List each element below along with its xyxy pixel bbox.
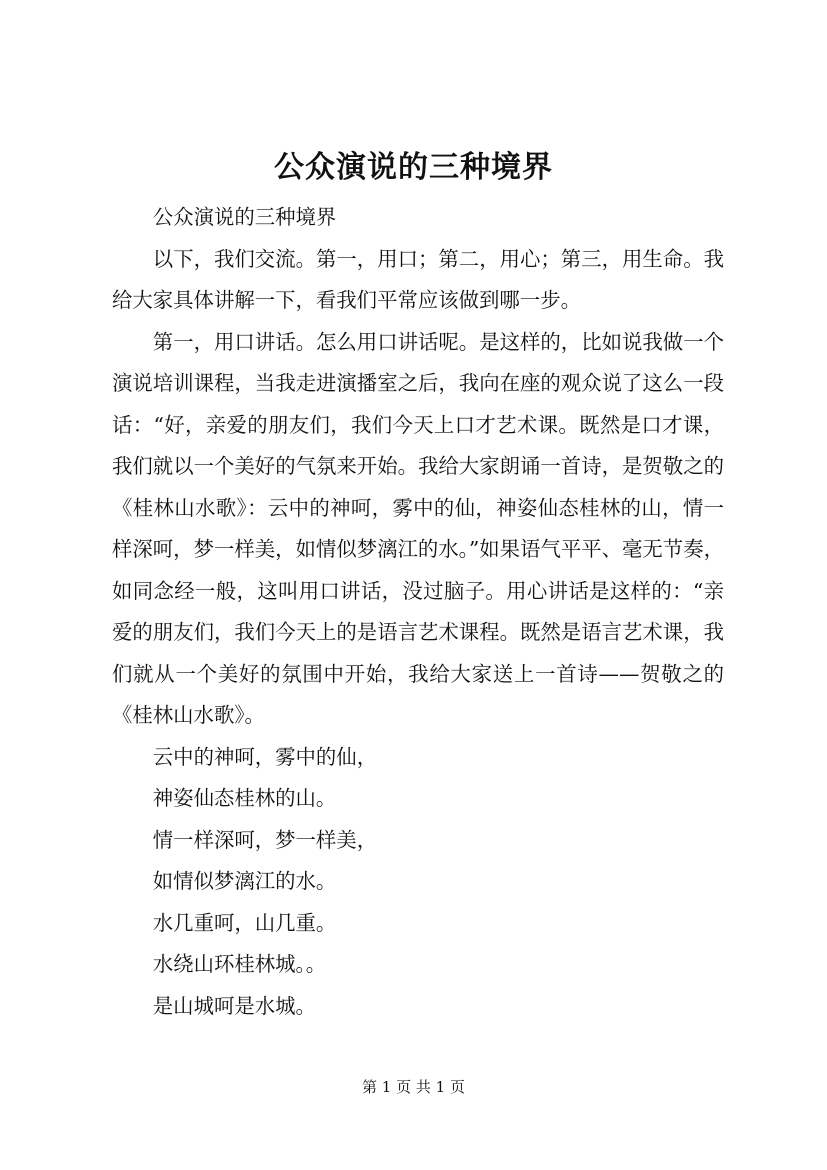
poem-line: 神姿仙态桂林的山。	[152, 786, 337, 810]
document-title: 公众演说的三种境界	[274, 150, 553, 185]
paragraph: 以下，我们交流。第一，用口；第二，用心；第三，用生命。我给大家具体讲解一下，看我们平常应该做到哪一步。	[112, 246, 724, 312]
poem-line: 是山城呵是水城。	[152, 993, 316, 1018]
paragraph: 第一，用口讲话。怎么用口讲话呢。是这样的，比如说我做一个演说培训课程，当我走进演播室之后，我向在座的观众说了这么一段话：“好，亲爱的朋友们，我们今天上口才艺术课。既然是口才课，我们就以一个美好的气氛来开始。我给大家朗诵一首诗，是贺敬之的《桂林山水歌》：云中的神呵，雾中的仙，神姿仙态桂林的山，情一样深呵，梦一样美，如情似梦漓江的水。”如果语气平平、毫无节奏，如同念经一般，这叫用口讲话，没过脑子。用心讲话是这样的：“亲爱的朋友们，我们今天上的是语言艺术课程。既然是语言艺术课，我们就从一个美好的氛围中开始，我给大家送上一首诗——贺敬之的《桂林山水歌》。	[112, 329, 724, 727]
page-number-footer: 第 1 页 共 1 页	[362, 1078, 465, 1096]
document-body	[112, 197, 724, 1027]
poem-line: 云中的神呵，雾中的仙，	[152, 744, 378, 769]
poem-line: 情一样深呵，梦一样美，	[152, 827, 378, 852]
poem-line: 水几重呵，山几重。	[152, 910, 337, 935]
poem-line: 如情似梦漓江的水。	[152, 869, 337, 893]
paragraph: 公众演说的三种境界	[152, 205, 337, 229]
poem-line: 水绕山环桂林城。。	[152, 952, 327, 976]
